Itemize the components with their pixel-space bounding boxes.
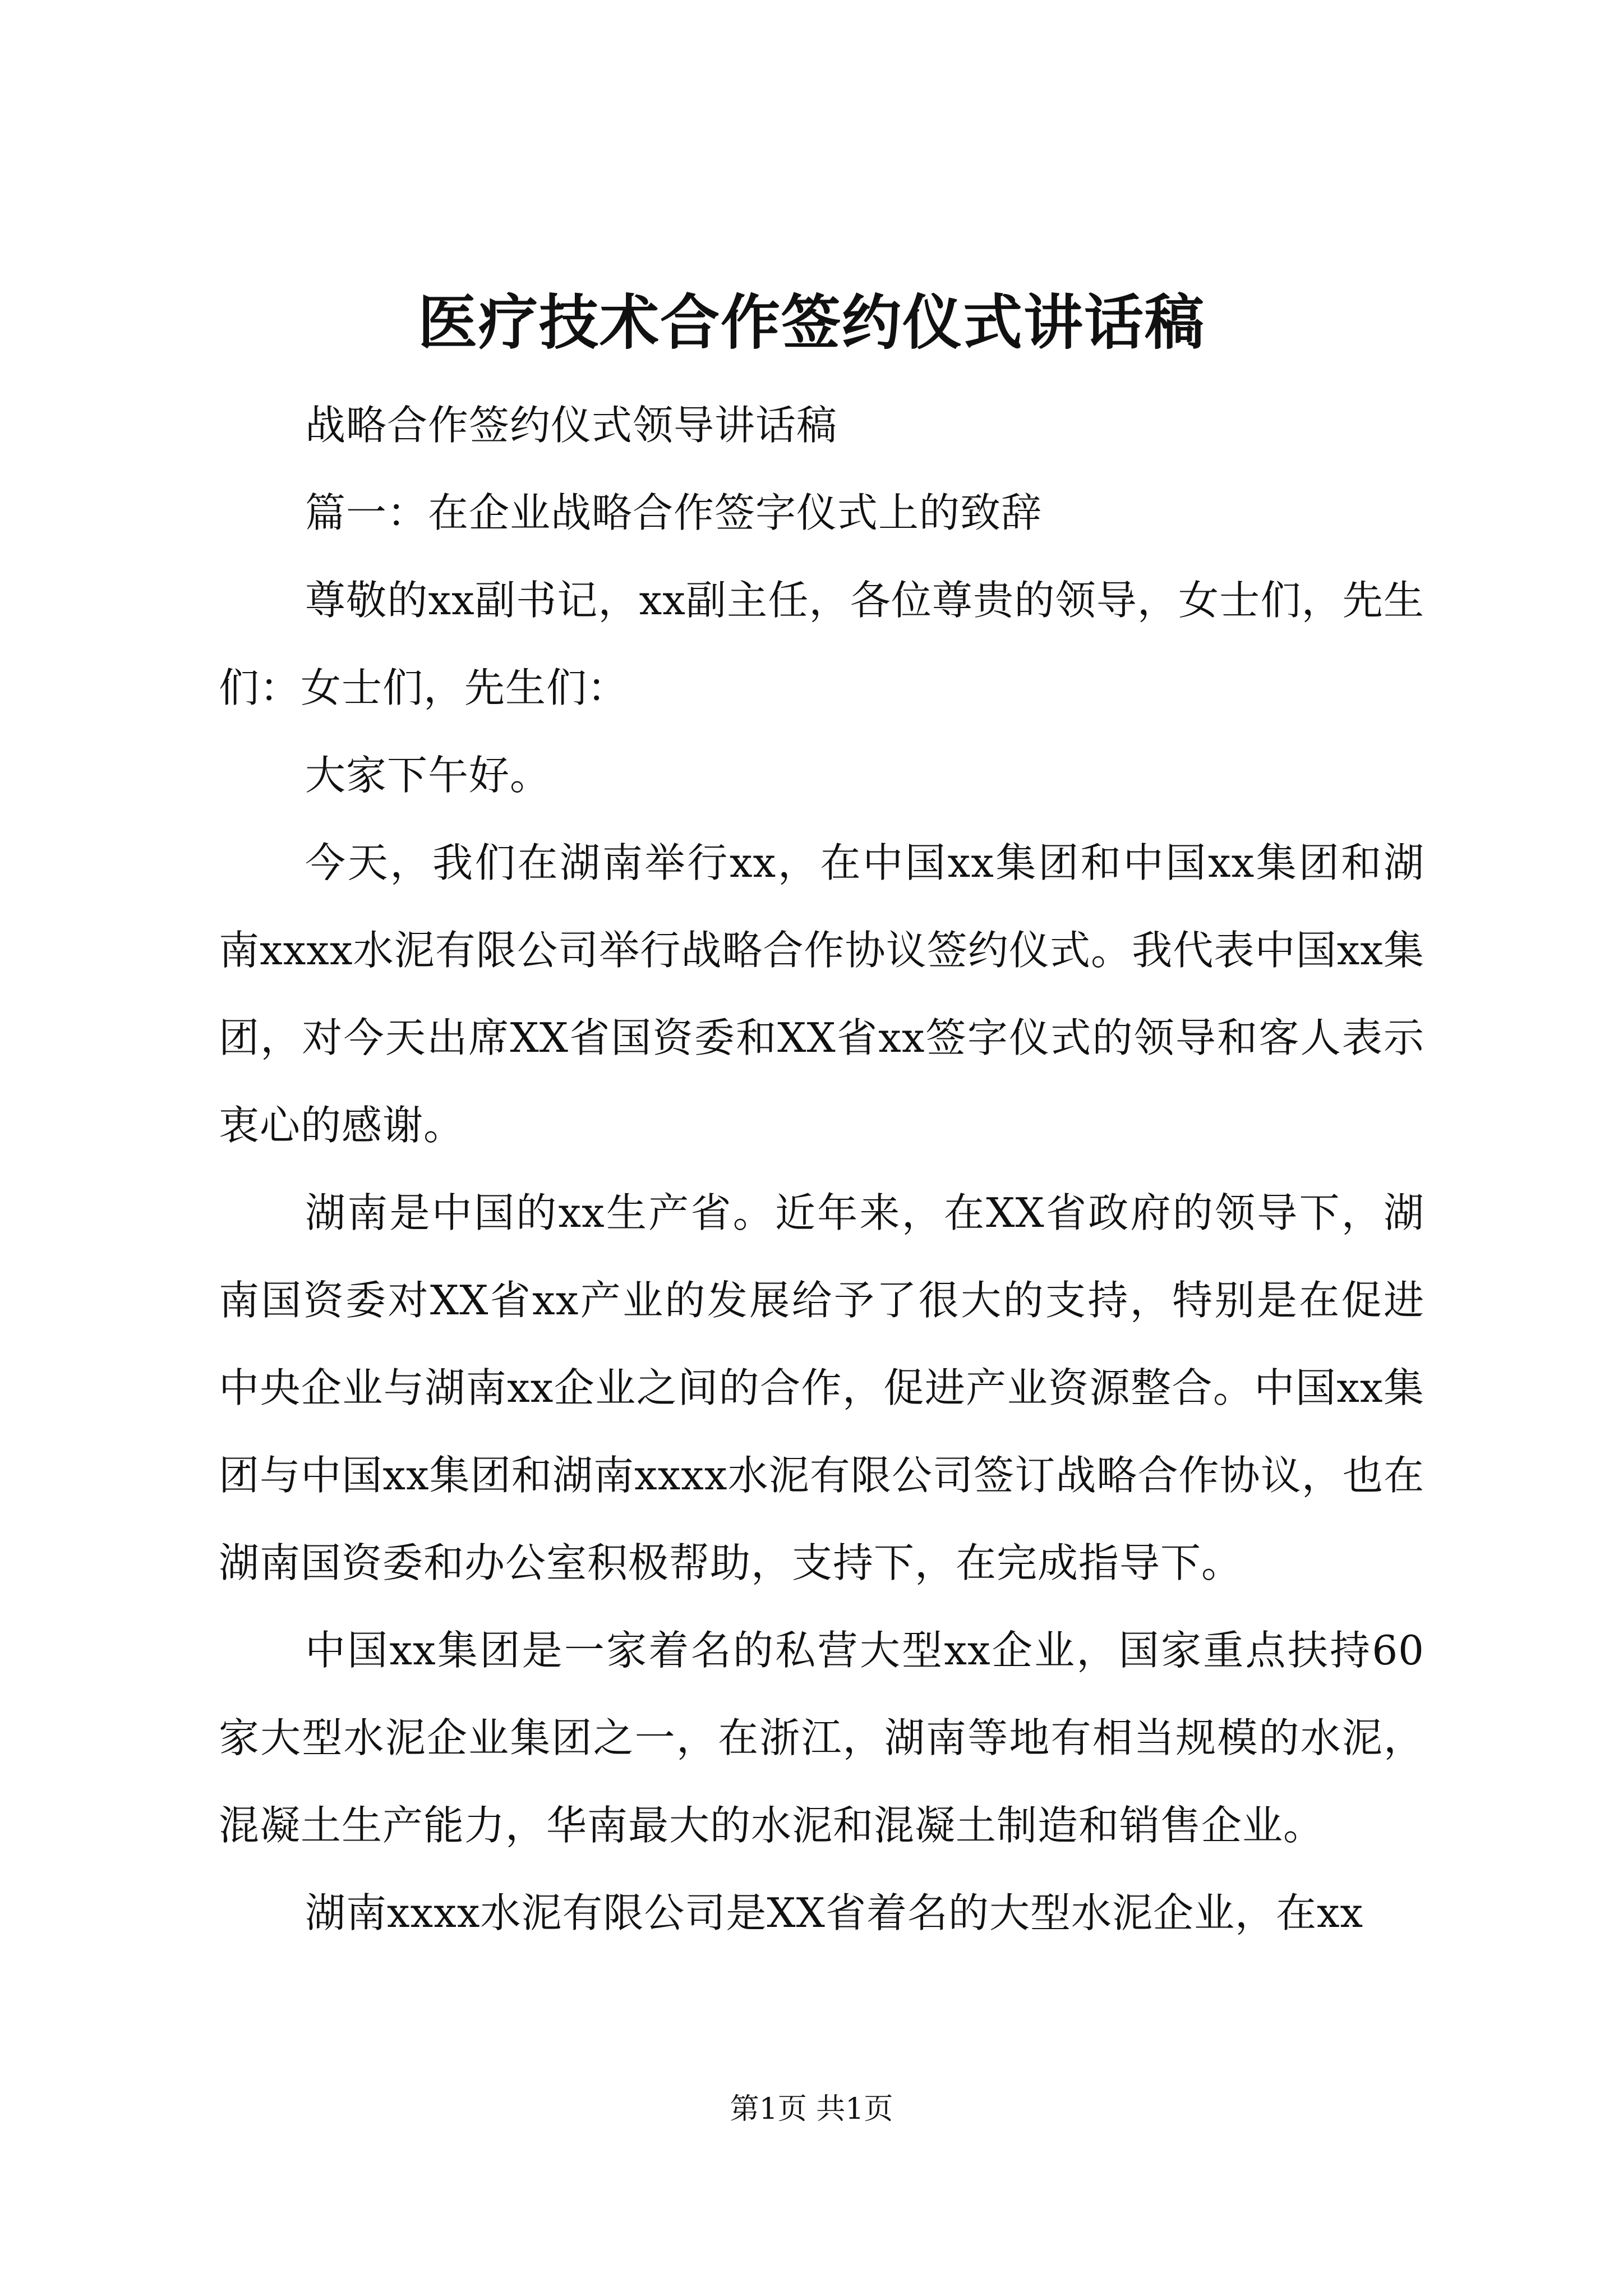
- paragraph-section-heading: 篇一：在企业战略合作签字仪式上的致辞: [305, 489, 1043, 536]
- paragraph-greeting: 大家下午好。: [305, 752, 551, 799]
- paragraph-body-3: 中国xx集团是一家着名的私营大型xx企业，国家重点扶持60家大型水泥企业集团之一，在浙江，湖南等地有相当规模的水泥，混凝土生产能力，华南最大的水泥和混凝土制造和销售企业。: [219, 1627, 1424, 1849]
- paragraph-body-1: 今天，我们在湖南举行xx，在中国xx集团和中国xx集团和湖南xxxx水泥有限公司举行战略合作协议签约仪式。我代表中国xx集团，对今天出席XX省国资委和XX省xx签字仪式的领导和客人表示衷心的感谢。: [219, 839, 1424, 1149]
- document-title: 医疗技术合作签约仪式讲话稿: [418, 287, 1205, 357]
- page-footer: 第1页 共1页: [730, 2092, 893, 2126]
- paragraph-body-4: 湖南xxxx水泥有限公司是XX省着名的大型水泥企业，在xx: [305, 1889, 1364, 1936]
- paragraph-body-2: 湖南是中国的xx生产省。近年来，在XX省政府的领导下，湖南国资委对XX省xx产业的发展给予了很大的支持，特别是在促进中央企业与湖南xx企业之间的合作，促进产业资源整合。中国xx集团与中国xx集团和湖南xxxx水泥有限公司签订战略合作协议，也在湖南国资委和办公室积极帮助，支持下，在完成指导下。: [219, 1189, 1424, 1586]
- paragraph-salutation: 尊敬的xx副书记，xx副主任，各位尊贵的领导，女士们，先生们：女士们，先生们：: [219, 577, 1424, 711]
- paragraph-subtitle: 战略合作签约仪式领导讲话稿: [305, 402, 838, 449]
- document-body: [219, 381, 1424, 1957]
